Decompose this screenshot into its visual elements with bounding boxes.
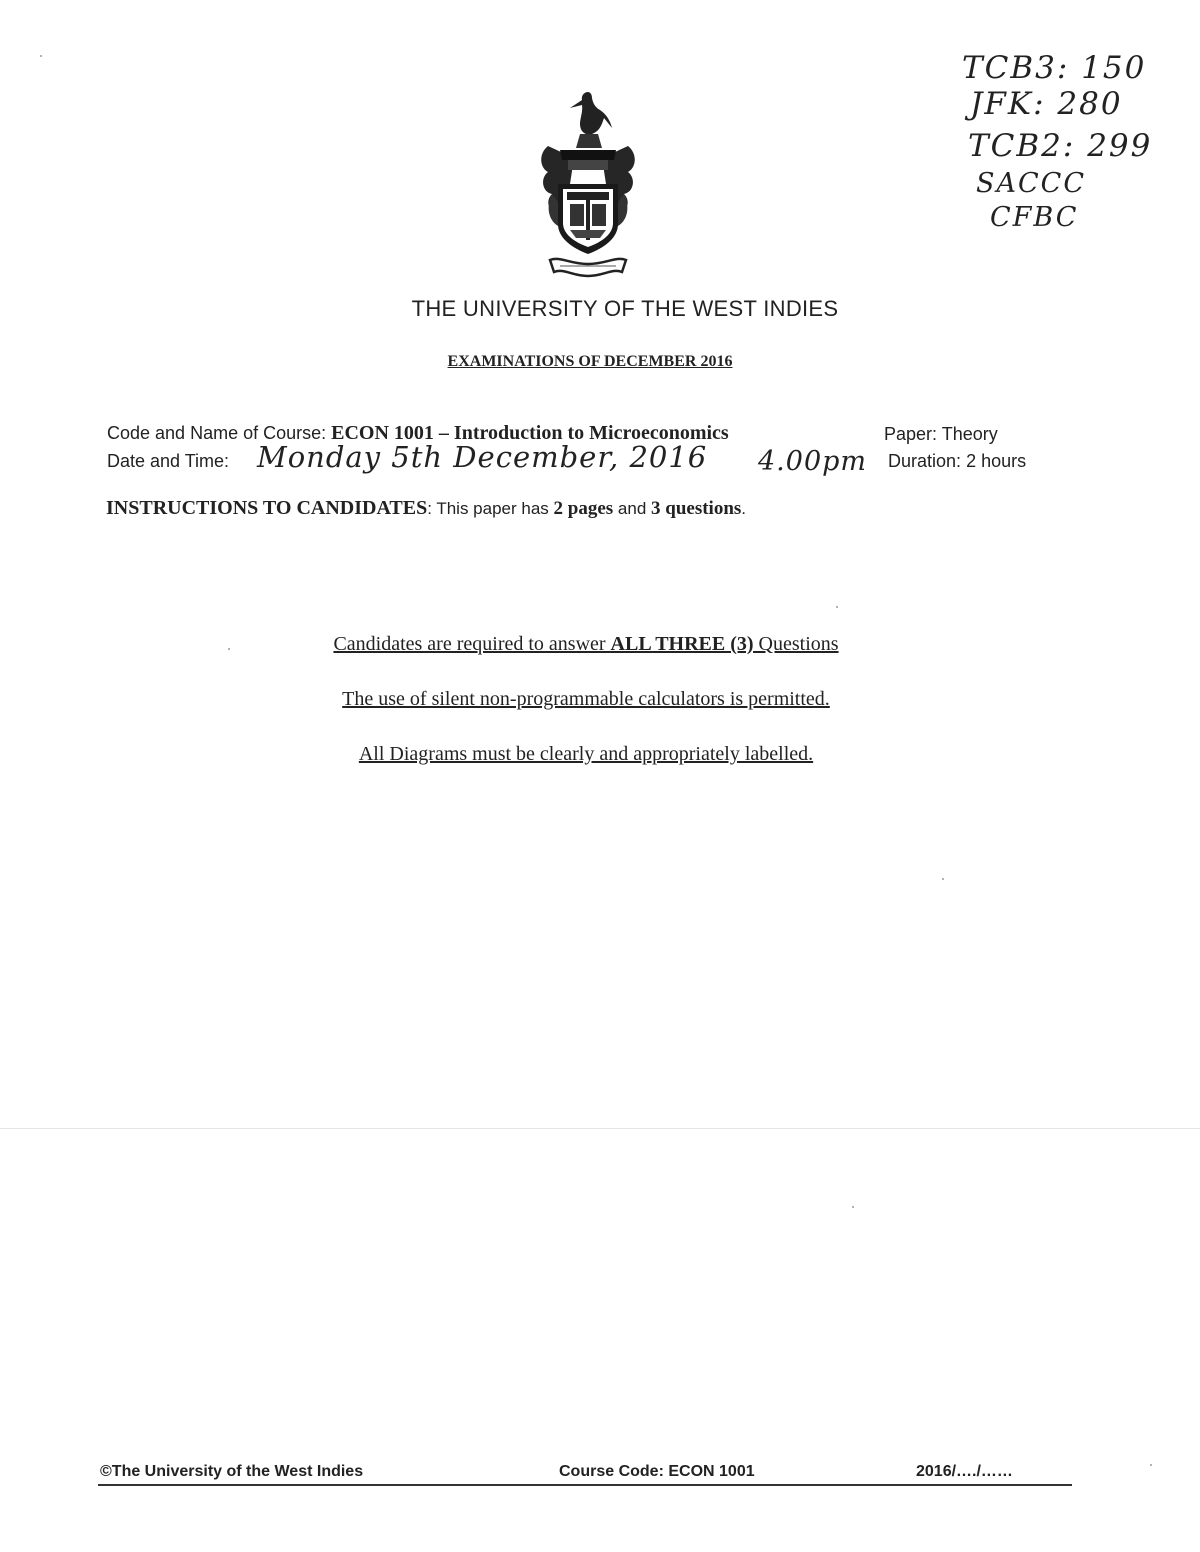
course-label: Code and Name of Course: [107,423,327,443]
footer-copyright: ©The University of the West Indies [100,1463,364,1480]
requirement-answer-all [0,633,1172,656]
scan-speck [836,606,838,608]
scan-speck [1150,1464,1152,1466]
scan-speck [40,55,42,57]
date-time-label: Date and Time: [107,451,230,471]
page-count: 2 pages [553,498,614,519]
university-crest-logo [530,88,646,284]
handwritten-note-tcb3: TCB3: 150 [962,50,1147,86]
handwritten-note-jfk: JFK: 280 [970,86,1123,122]
paper-label: Paper: [884,424,938,444]
scan-fold-line [0,1128,1200,1129]
requirement-emphasis: ALL THREE (3) [610,633,754,655]
institution-name: THE UNIVERSITY OF THE WEST INDIES [411,296,839,321]
instructions-text-and: and [613,499,651,518]
handwritten-note-tcb2: TCB2: 299 [968,128,1153,164]
paper-value: Theory [941,424,998,444]
course-value: ECON 1001 – Introduction to Microeconomics [331,422,729,444]
scan-speck [852,1206,854,1208]
footer-course-code: Course Code: ECON 1001 [559,1463,755,1480]
duration [888,451,1026,472]
exam-session-heading: EXAMINATIONS OF DECEMBER 2016 [447,353,733,370]
scan-speck [228,648,230,650]
handwritten-date: Monday 5th December, 2016 [257,440,708,474]
handwritten-time: 4.00pm [758,446,868,477]
requirement-diagrams: All Diagrams must be clearly and appropriately labelled. [358,743,814,765]
requirement-text: Candidates are required to answer [333,633,611,655]
paper-type [884,424,998,445]
footer-date: 2016/…./…… [916,1463,1013,1480]
requirement-text-end: Questions [753,633,839,655]
requirement-calculators: The use of silent non-programmable calculators is permitted. [342,688,830,710]
question-count: 3 questions [651,498,742,519]
duration-label: Duration: [888,451,962,471]
instructions-heading: INSTRUCTIONS TO CANDIDATES [106,497,428,519]
handwritten-note-saccc: SACCC [976,168,1086,199]
instructions-period: . [741,499,747,518]
instructions-text: : This paper has [427,499,554,518]
handwritten-note-cfbc: CFBC [990,202,1079,233]
footer-divider [98,1484,1072,1486]
instructions-line [106,497,746,520]
scan-speck [942,878,944,880]
duration-value: 2 hours [966,451,1027,471]
